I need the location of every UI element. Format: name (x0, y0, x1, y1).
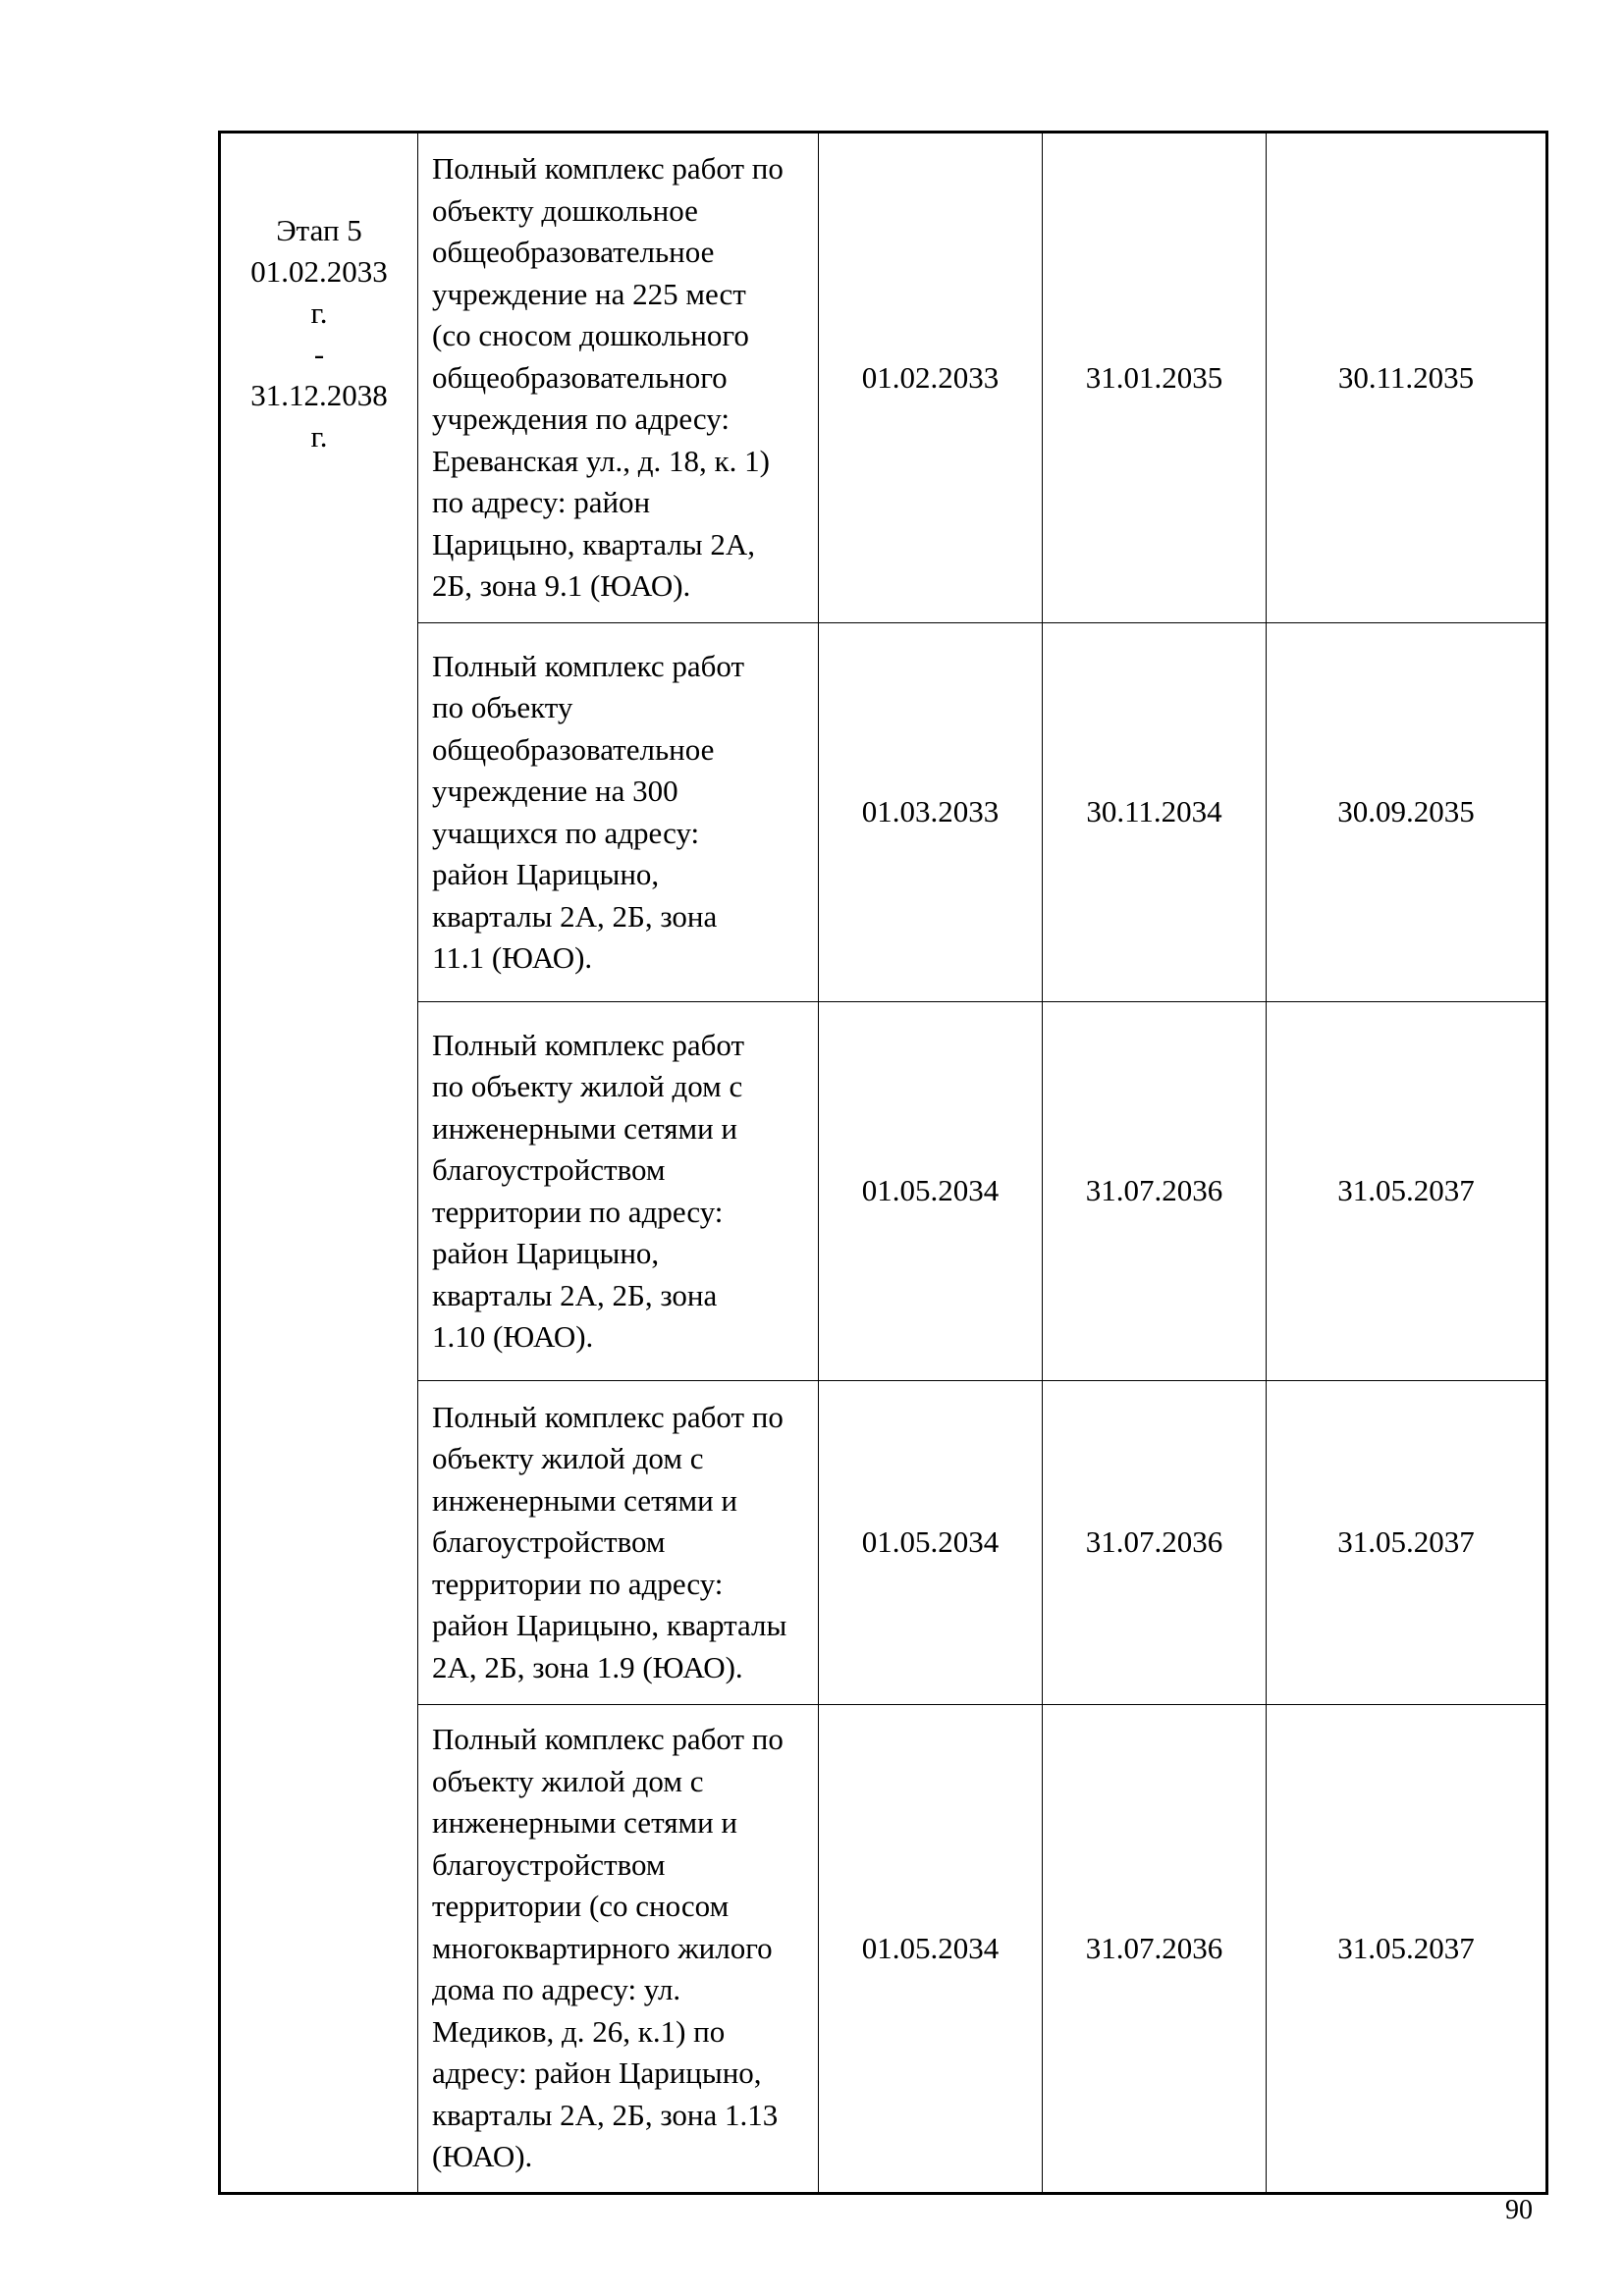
start-date-cell: 01.05.2034 (819, 1002, 1043, 1381)
description-cell (418, 1002, 819, 1381)
description-line: объекту жилой дом с (432, 1441, 704, 1476)
description-line: район Царицыно, (432, 1236, 660, 1270)
description-line: Полный комплекс работ по (432, 151, 784, 187)
table-row (220, 623, 1547, 1002)
mid-date-cell: 31.07.2036 (1043, 1381, 1267, 1705)
description-line: учащихся по адресу: (432, 815, 700, 850)
description-line: общеобразовательное (432, 731, 715, 767)
mid-date-cell: 31.07.2036 (1043, 1705, 1267, 2194)
description-line: инженерными сетями и (432, 1805, 738, 1841)
description-line: благоустройством (432, 1152, 666, 1187)
description-line: Полный комплекс работ (432, 648, 745, 683)
description-line: адресу: район Царицыно, (432, 2056, 762, 2091)
stage-start-year-suffix: г. (310, 295, 328, 330)
description-line: по объекту (432, 690, 573, 724)
description-line: благоустройством (432, 1524, 666, 1560)
description-line: территории по адресу: (432, 1566, 724, 1601)
description-cell (418, 623, 819, 1002)
start-date-cell: 01.05.2034 (819, 1381, 1043, 1705)
description-line: объекту дошкольное (432, 192, 698, 228)
start-date-cell: 01.02.2033 (819, 133, 1043, 623)
description-line: 11.1 (ЮАО). (432, 940, 593, 975)
description-line: район Царицыно, кварталы (432, 1608, 787, 1643)
description-line: инженерными сетями и (432, 1110, 738, 1146)
description-line: учреждение на 300 (432, 774, 678, 808)
stage-cell (220, 133, 418, 2194)
stage-start-date: 01.02.2033 (250, 254, 388, 289)
end-date-cell: 31.05.2037 (1267, 1381, 1547, 1705)
start-date-cell: 01.03.2033 (819, 623, 1043, 1002)
description-line: Полный комплекс работ по (432, 1722, 784, 1757)
schedule-table (218, 131, 1548, 2195)
description-line: кварталы 2А, 2Б, зона 1.13 (432, 2097, 779, 2132)
description-line: учреждения по адресу: (432, 401, 730, 437)
description-line: дома по адресу: ул. (432, 1972, 681, 2007)
description-line: общеобразовательное (432, 235, 715, 270)
description-cell (418, 133, 819, 623)
description-line: 2А, 2Б, зона 1.9 (ЮАО). (432, 1649, 743, 1684)
end-date-cell: 31.05.2037 (1267, 1705, 1547, 2194)
description-line: Медиков, д. 26, к.1) по (432, 2013, 726, 2049)
description-line: благоустройством (432, 1846, 666, 1882)
description-line: 1.10 (ЮАО). (432, 1319, 594, 1354)
mid-date-cell: 30.11.2034 (1043, 623, 1267, 1002)
description-line: кварталы 2А, 2Б, зона (432, 898, 718, 934)
description-line: (со сносом дошкольного (432, 318, 749, 353)
mid-date-cell: 31.07.2036 (1043, 1002, 1267, 1381)
end-date-cell: 31.05.2037 (1267, 1002, 1547, 1381)
description-line: территории (со сносом (432, 1889, 730, 1924)
end-date-cell: 30.09.2035 (1267, 623, 1547, 1002)
description-line: Полный комплекс работ (432, 1027, 745, 1062)
description-line: инженерными сетями и (432, 1482, 738, 1518)
end-date-cell: 30.11.2035 (1267, 133, 1547, 623)
description-line: территории по адресу: (432, 1194, 724, 1229)
description-line: район Царицыно, (432, 857, 660, 891)
description-line: Ереванская ул., д. 18, к. 1) (432, 443, 770, 478)
table-row (220, 1705, 1547, 2194)
page-number: 90 (1505, 2195, 1533, 2225)
description-line: Полный комплекс работ по (432, 1399, 784, 1434)
description-line: Царицыно, кварталы 2А, (432, 526, 756, 561)
table-row (220, 1381, 1547, 1705)
description-line: учреждение на 225 мест (432, 276, 746, 311)
start-date-cell: 01.05.2034 (819, 1705, 1043, 2194)
description-line: объекту жилой дом с (432, 1763, 704, 1798)
description-line: по адресу: район (432, 485, 651, 520)
stage-title: Этап 5 (276, 213, 362, 247)
description-cell (418, 1381, 819, 1705)
description-line: по объекту жилой дом с (432, 1069, 743, 1103)
stage-date-separator: - (313, 337, 325, 371)
mid-date-cell: 31.01.2035 (1043, 133, 1267, 623)
description-line: кварталы 2А, 2Б, зона (432, 1277, 718, 1312)
description-line: общеобразовательного (432, 359, 728, 395)
description-line: 2Б, зона 9.1 (ЮАО). (432, 568, 691, 604)
description-line: многоквартирного жилого (432, 1930, 773, 1965)
stage-end-date: 31.12.2038 (250, 378, 388, 412)
stage-end-year-suffix: г. (310, 419, 328, 454)
description-line: (ЮАО). (432, 2139, 533, 2174)
table-row (220, 1002, 1547, 1381)
description-cell (418, 1705, 819, 2194)
table-row (220, 133, 1547, 623)
